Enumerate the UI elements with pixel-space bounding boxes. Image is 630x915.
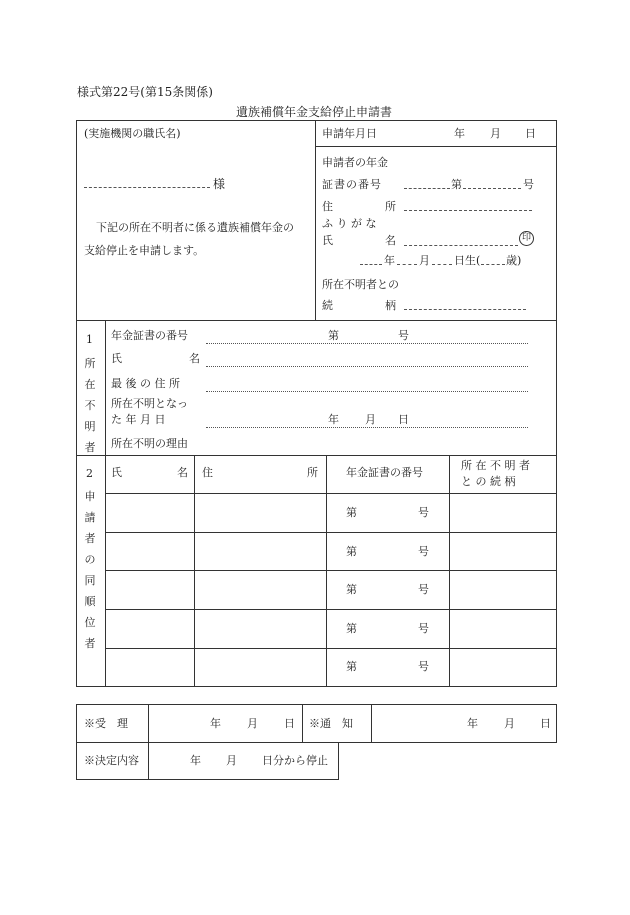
form-number: 様式第22号(第15条関係) (77, 85, 213, 99)
s2-header-name-2: 名 (177, 466, 188, 479)
s1-cert-line (206, 343, 528, 344)
s2-header-relation-2: と の 続 柄 (461, 475, 516, 488)
s1-reason-label: 所在不明の理由 (111, 437, 188, 450)
office-use-divider-2 (302, 704, 303, 743)
notice-year: 年 (467, 717, 478, 730)
section1-vertical-label (82, 358, 98, 463)
agency-label: (実施機関の職氏名) (84, 127, 181, 140)
s2-row-divider-3 (105, 570, 557, 571)
section2-char: 位 (84, 616, 96, 629)
s2-col-divider-2 (326, 455, 327, 687)
relation-label-3: 柄 (385, 299, 396, 312)
section1-char: 明 (84, 420, 96, 433)
decision-label: ※決定内容 (84, 754, 139, 767)
agency-name-line (84, 187, 210, 188)
section1-number: 1 (86, 333, 93, 346)
application-date-label: 申請年月日 (322, 127, 377, 140)
name-label-1: 氏 (322, 234, 333, 247)
s1-missing-date-label-2: た 年 月 日 (111, 413, 166, 426)
section1-char: 在 (84, 378, 96, 391)
s1-cert-dai: 第 (328, 329, 339, 342)
section2-char: 者 (84, 532, 96, 545)
section1-char: 所 (84, 357, 96, 370)
section2-number: 2 (86, 467, 93, 480)
s1-cert-label: 年金証書の番号 (111, 329, 188, 342)
s1-name-label-2: 名 (189, 352, 200, 365)
s2-row5-dai: 第 (346, 660, 357, 673)
s1-missing-year: 年 (328, 413, 339, 426)
decision-divider (148, 742, 149, 780)
s2-header-address-2: 所 (307, 466, 318, 479)
section2-char: 者 (84, 637, 96, 650)
address-line (404, 210, 532, 211)
seal-mark: 印 (519, 231, 534, 246)
decision-year: 年 (190, 754, 201, 767)
section1-char: 不 (84, 399, 96, 412)
receipt-month: 月 (247, 717, 258, 730)
decision-stop-suffix: 日分から停止 (262, 754, 328, 767)
s2-header-name-1: 氏 (111, 466, 122, 479)
s2-row2-go: 号 (418, 545, 429, 558)
s2-header-relation-1: 所 在 不 明 者 (461, 459, 530, 472)
s2-col-divider-3 (449, 455, 450, 687)
s2-row1-go: 号 (418, 506, 429, 519)
applicant-cert-label-2: 証書の番号 (322, 178, 382, 191)
s2-header-address-1: 住 (202, 466, 213, 479)
section2-char: 同 (84, 574, 96, 587)
birth-day: 日生( (454, 254, 481, 267)
s1-missing-date-label-1: 所在不明となっ (111, 397, 188, 410)
cert-dai: 第 (451, 178, 462, 191)
age: 歳) (506, 254, 522, 267)
divider-section1 (76, 455, 557, 456)
s2-row-divider-2 (105, 532, 557, 533)
s1-missing-day: 日 (398, 413, 409, 426)
section2-char: 申 (84, 490, 96, 503)
body-text-line1: 下記の所在不明者に係る遺族補償年金の (96, 221, 294, 234)
cert-number-line-b (463, 188, 521, 189)
date-row-divider (315, 146, 557, 147)
s2-row4-dai: 第 (346, 622, 357, 635)
name-label-2: 名 (385, 234, 396, 247)
age-line (481, 264, 505, 265)
furigana-label: ふ り が な (322, 217, 377, 230)
section2-vertical-label (82, 491, 98, 659)
office-use-divider-1 (148, 704, 149, 743)
s2-row-divider-1 (105, 493, 557, 494)
date-month: 月 (490, 127, 501, 140)
birth-year: 年 (384, 254, 395, 267)
receipt-year: 年 (210, 717, 221, 730)
birth-year-line (360, 264, 382, 265)
s2-col-divider-0 (105, 455, 106, 687)
section2-char: 順 (84, 595, 96, 608)
address-label-2: 所 (385, 200, 396, 213)
section2-char: の (84, 553, 96, 566)
s2-row-divider-5 (105, 648, 557, 649)
body-text-line2: 支給停止を申請します。 (84, 244, 205, 257)
receipt-label: ※受 理 (84, 717, 128, 730)
office-use-divider-3 (371, 704, 372, 743)
s2-row3-dai: 第 (346, 583, 357, 596)
s2-row4-go: 号 (418, 622, 429, 635)
relation-label-2: 続 (322, 299, 333, 312)
s2-row1-dai: 第 (346, 506, 357, 519)
date-day: 日 (525, 127, 536, 140)
s1-missing-date-line (206, 427, 528, 428)
address-label-1: 住 (322, 200, 333, 213)
cert-number-line-a (404, 188, 450, 189)
decision-month: 月 (226, 754, 237, 767)
birth-day-line (432, 264, 452, 265)
s1-name-line (206, 366, 528, 367)
date-year: 年 (454, 127, 465, 140)
section1-vertical-divider (105, 320, 106, 455)
relation-label-1: 所在不明者との (322, 278, 399, 291)
notice-label: ※通 知 (309, 717, 353, 730)
s2-row5-go: 号 (418, 660, 429, 673)
section2-char: 請 (84, 511, 96, 524)
cert-go: 号 (523, 178, 534, 191)
applicant-cert-label-1: 申請者の年金 (322, 156, 388, 169)
form-title: 遺族補償年金支給停止申請書 (236, 105, 393, 119)
s2-row-divider-4 (105, 609, 557, 610)
s1-name-label-1: 氏 (111, 352, 122, 365)
s2-row2-dai: 第 (346, 545, 357, 558)
top-vertical-divider (315, 120, 316, 320)
s2-row3-go: 号 (418, 583, 429, 596)
s2-header-cert: 年金証書の番号 (346, 466, 423, 479)
s1-last-address-label: 最 後 の 住 所 (111, 377, 180, 390)
name-line (404, 245, 518, 246)
receipt-day: 日 (284, 717, 295, 730)
divider-top-section (76, 320, 557, 321)
notice-month: 月 (504, 717, 515, 730)
relation-line (404, 309, 526, 310)
s1-cert-go: 号 (398, 329, 409, 342)
section1-char: 者 (84, 441, 96, 454)
s1-missing-month: 月 (365, 413, 376, 426)
notice-day: 日 (540, 717, 551, 730)
birth-month-line (397, 264, 417, 265)
honorific: 様 (213, 177, 226, 191)
s2-col-divider-1 (194, 455, 195, 687)
birth-month: 月 (419, 254, 430, 267)
s1-last-address-line (206, 391, 528, 392)
